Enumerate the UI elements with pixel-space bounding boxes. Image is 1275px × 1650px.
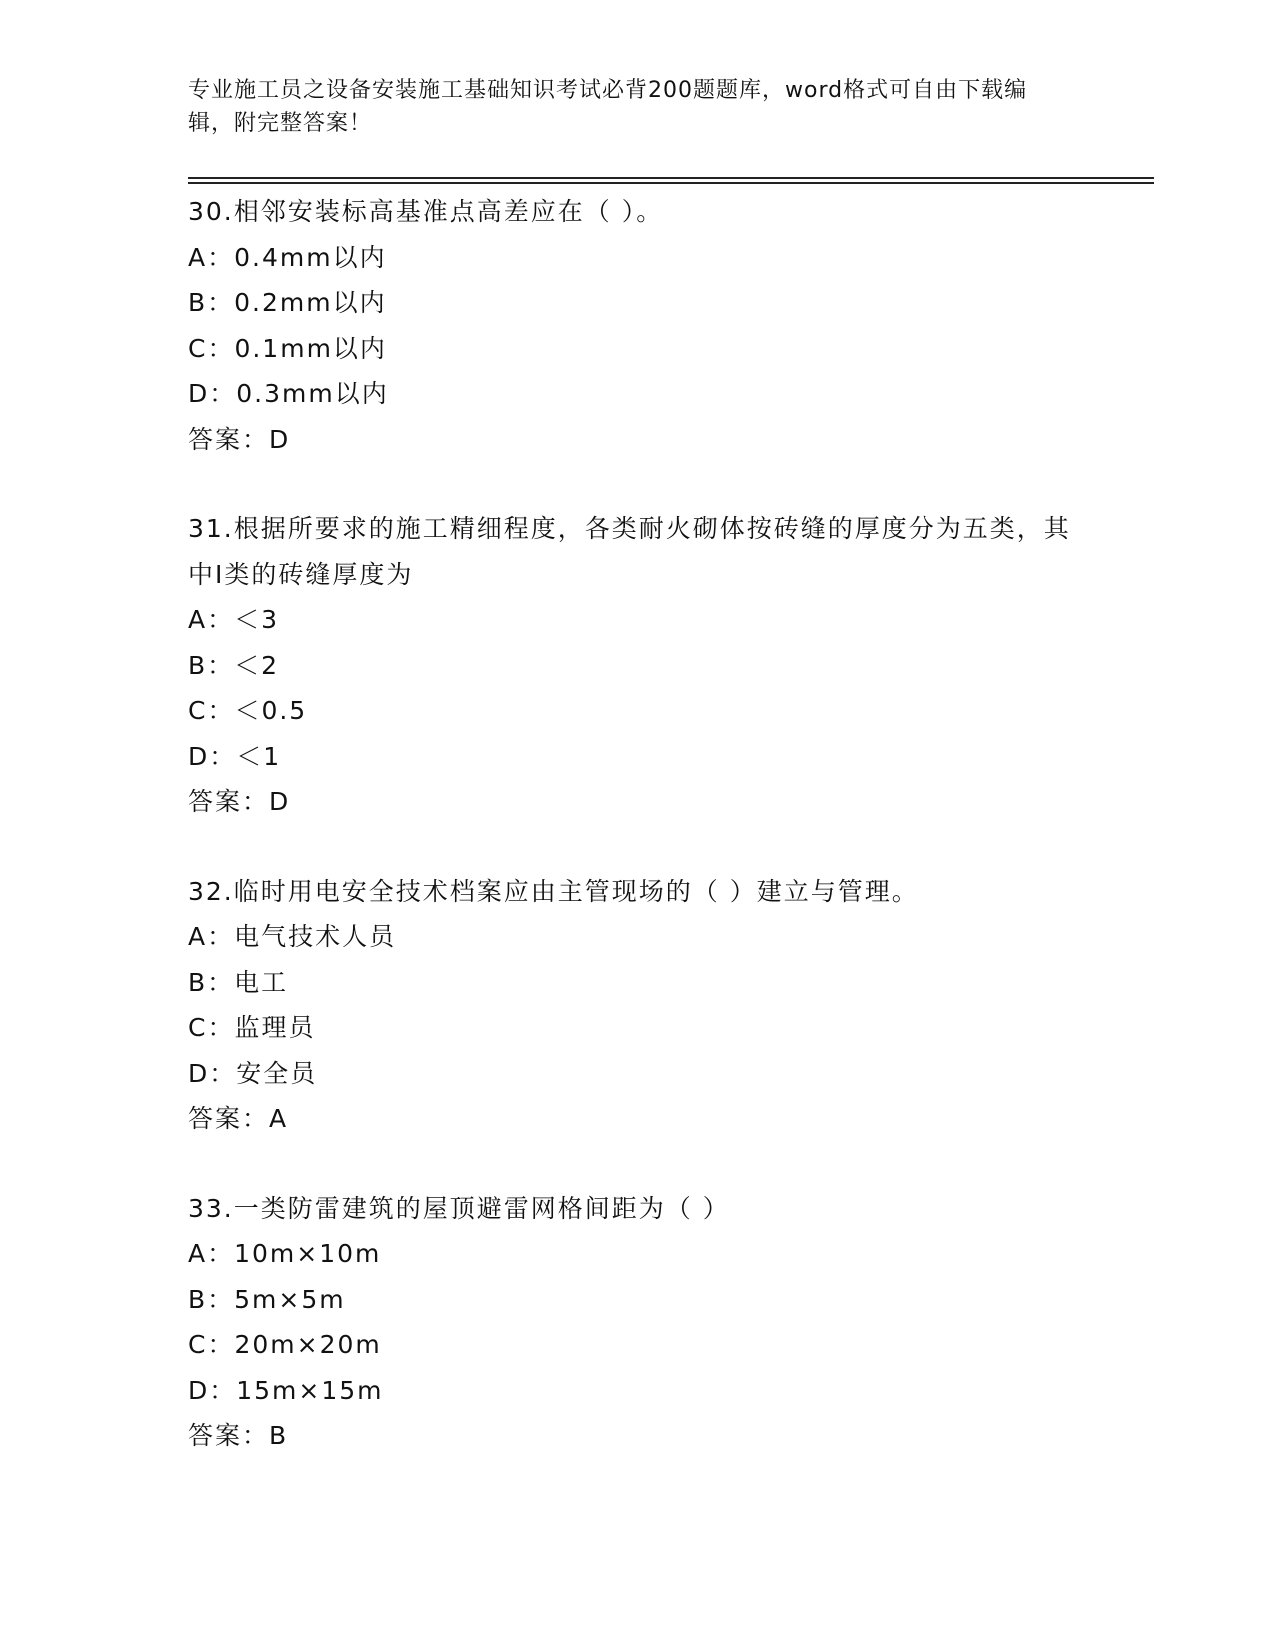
- question-stem: 32.临时用电安全技术档案应由主管现场的（ ）建立与管理。: [188, 876, 919, 906]
- option-b: B：电工: [188, 967, 289, 997]
- header-title: 专业施工员之设备安装施工基础知识考试必背200题题库，word格式可自由下载编辑，附完整答案！: [188, 78, 1028, 136]
- option-d: D：安全员: [188, 1058, 318, 1088]
- question-list: [188, 189, 1088, 1503]
- header-divider-top: [188, 177, 1154, 179]
- option-a: A：10m×10m: [188, 1239, 382, 1268]
- option-a: A：＜3: [188, 605, 280, 634]
- question-31: [188, 506, 1088, 825]
- question-30: [188, 189, 1088, 462]
- question-stem: 33.一类防雷建筑的屋顶避雷网格间距为（ ）: [188, 1193, 730, 1223]
- answer: 答案：D: [188, 424, 291, 454]
- option-c: C：＜0.5: [188, 696, 308, 725]
- option-d: D：＜1: [188, 741, 282, 771]
- question-stem: 30.相邻安装标高基准点高差应在（ ）。: [188, 197, 664, 226]
- option-d: D：15m×15m: [188, 1375, 384, 1405]
- header-divider-bottom: [188, 182, 1154, 184]
- question-stem: 31.根据所要求的施工精细程度，各类耐火砌体按砖缝的厚度分为五类，其中Ⅰ类的砖缝厚度为: [188, 514, 1071, 589]
- option-b: B：5m×5m: [188, 1284, 346, 1314]
- option-a: A：电气技术人员: [188, 922, 397, 951]
- option-b: B：＜2: [188, 650, 280, 680]
- document-header: [188, 74, 1068, 140]
- option-c: C：20m×20m: [188, 1330, 382, 1359]
- option-c: C：监理员: [188, 1013, 316, 1042]
- question-32: [188, 869, 1088, 1142]
- option-d: D：0.3mm以内: [188, 379, 389, 408]
- answer: 答案：A: [188, 1104, 289, 1133]
- option-b: B：0.2mm以内: [188, 288, 387, 317]
- question-33: [188, 1186, 1088, 1459]
- option-c: C：0.1mm以内: [188, 333, 387, 363]
- answer: 答案：D: [188, 787, 291, 816]
- option-a: A：0.4mm以内: [188, 242, 387, 272]
- answer: 答案：B: [188, 1421, 289, 1450]
